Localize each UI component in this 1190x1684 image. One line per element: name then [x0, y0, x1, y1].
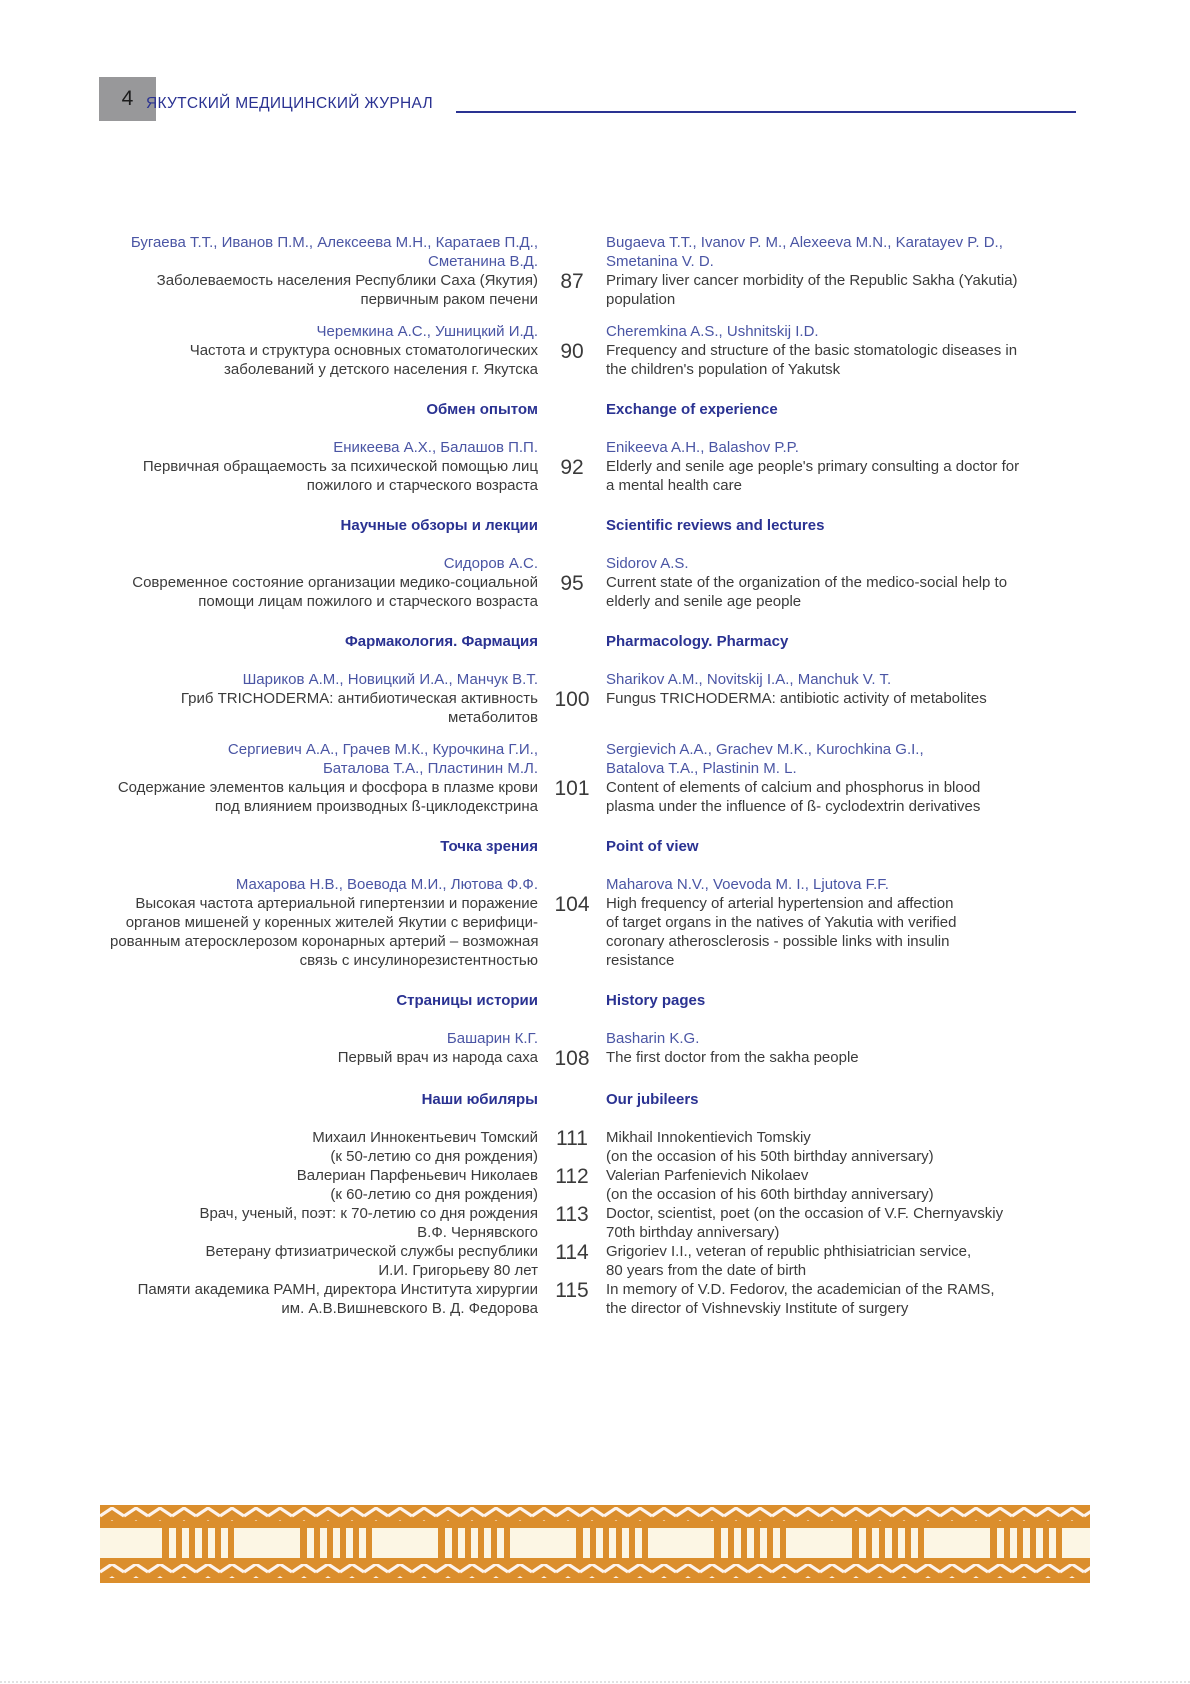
toc-en-title-line: Current state of the organization of the medico-social help to — [606, 574, 1008, 591]
toc-en-authors — [606, 670, 1038, 689]
toc-ru-author-line: Сидоров А.С. — [443, 555, 538, 572]
toc-en-author-line: Cheremkina A.S., Ushnitskij I.D. — [606, 323, 819, 340]
toc-ru-authors — [110, 438, 538, 457]
toc-ru-author-line: Башарин К.Г. — [446, 1030, 538, 1047]
toc-en-title-line: coronary atherosclerosis - possible links with insulin — [606, 933, 950, 950]
toc-ru-authors — [110, 322, 538, 341]
toc-ru-title-line: Частота и структура основных стоматологических — [189, 342, 538, 359]
toc-ru-title — [110, 894, 538, 970]
toc-ru-title — [110, 341, 538, 379]
toc-ru-authors — [110, 233, 538, 271]
toc-en-authors — [606, 554, 1038, 573]
toc-ru-title-line: заболеваний у детского населения г. Якутска — [224, 361, 538, 378]
toc-section-row — [110, 991, 1038, 1010]
section-heading-en: Point of view — [606, 838, 699, 855]
toc-en-title-line: Elderly and senile age people's primary consulting a doctor for — [606, 458, 1020, 475]
toc-page-number: 100 — [554, 688, 590, 711]
toc-ru-title-line: связь с инсулинорезистентностью — [299, 952, 538, 969]
toc-entry-row — [110, 233, 1038, 309]
toc-en-title — [606, 341, 1038, 379]
section-heading-en: History pages — [606, 992, 706, 1009]
toc-ru-title-line: под влиянием производных ß-циклодекстрина — [214, 798, 538, 815]
toc-section-row — [110, 1090, 1038, 1109]
toc-page-number: 104 — [554, 893, 590, 916]
toc-en-cell — [606, 670, 1038, 727]
toc-en-authors — [606, 740, 1038, 778]
toc-en-author-line: Smetanina V. D. — [606, 253, 714, 270]
toc-ru-cell — [110, 1242, 538, 1280]
toc-en-cell — [606, 438, 1038, 495]
toc-ru-title-line: Современное состояние организации медико-социальной — [132, 574, 538, 591]
toc-page-number: 112 — [555, 1165, 589, 1188]
toc-en-title — [606, 894, 1038, 970]
toc-ru-cell — [110, 670, 538, 727]
toc-ru-authors — [110, 740, 538, 778]
toc-section-row — [110, 516, 1038, 535]
toc-ru-title — [110, 1280, 538, 1318]
toc-entry-row — [110, 1029, 1038, 1069]
toc-en-authors — [606, 322, 1038, 341]
toc-en-title-line: a mental health care — [606, 477, 742, 494]
toc-ru-title-line: им. А.В.Вишневского В. Д. Федорова — [281, 1300, 538, 1317]
toc-en-author-line: Enikeeva A.H., Balashov P.P. — [606, 439, 799, 456]
toc-gutter — [538, 837, 606, 856]
section-heading-ru: Наши юбиляры — [421, 1091, 538, 1108]
section-heading-ru: Фармакология. Фармация — [344, 633, 538, 650]
toc-ru-author-line: Черемкина А.С., Ушницкий И.Д. — [316, 323, 538, 340]
toc-ru-title — [110, 1048, 538, 1067]
toc-ru-authors — [110, 875, 538, 894]
toc-en-cell — [606, 875, 1038, 970]
toc-ru-author-line: Сметанина В.Д. — [428, 253, 538, 270]
toc-ru-author-line: Махарова Н.В., Воевода М.И., Лютова Ф.Ф. — [235, 876, 538, 893]
toc-ru-cell — [110, 322, 538, 379]
toc-en-title — [606, 457, 1038, 495]
toc-en-cell — [606, 554, 1038, 611]
toc-en-title — [606, 573, 1038, 611]
toc-ru-title-line: Высокая частота артериальной гипертензии и поражение — [135, 895, 538, 912]
toc-section-row — [110, 837, 1038, 856]
toc-en-title-line: 70th birthday anniversary) — [606, 1224, 780, 1241]
toc-ru-author-line: Еникеева А.Х., Балашов П.П. — [333, 439, 538, 456]
toc-page-number: 114 — [555, 1241, 589, 1264]
toc-ru-cell — [110, 1204, 538, 1242]
toc-en-title-line: Grigoriev I.I., veteran of republic phthisiatrician service, — [606, 1243, 972, 1260]
toc-en-cell — [606, 1204, 1038, 1242]
toc-en-cell — [606, 1280, 1038, 1318]
section-heading-en: Pharmacology. Pharmacy — [606, 633, 789, 650]
toc-ru-title-line: Михаил Иннокентьевич Томский — [312, 1129, 538, 1146]
toc-ru-cell — [110, 1128, 538, 1166]
toc-page-number: 101 — [554, 777, 590, 800]
toc-ru-title — [110, 689, 538, 727]
toc-entry-row — [110, 740, 1038, 816]
scan-edge-artifact — [0, 1681, 1190, 1683]
toc-en-title — [606, 1242, 1038, 1280]
toc-en-title — [606, 1048, 1038, 1067]
toc-ru-author-line: Сергиевич А.А., Грачев М.К., Курочкина Г.И., — [227, 741, 538, 758]
toc-en-title-line: Valerian Parfenievich Nikolaev — [606, 1167, 809, 1184]
toc-ru-title-line: Врач, ученый, поэт: к 70-летию со дня рождения — [199, 1205, 538, 1222]
toc-ru-authors — [110, 670, 538, 689]
toc-gutter — [538, 991, 606, 1010]
toc-ru-cell — [110, 1029, 538, 1069]
ornament-svg — [100, 1505, 1090, 1583]
toc-en-title-line: Frequency and structure of the basic stomatologic diseases in — [606, 342, 1018, 359]
toc-page-number: 90 — [560, 340, 584, 363]
section-heading-ru: Обмен опытом — [426, 401, 538, 418]
section-heading-en: Exchange of experience — [606, 401, 778, 418]
toc-ru-author-line: Шариков А.М., Новицкий И.А., Манчук В.Т. — [242, 671, 538, 688]
toc-en-title — [606, 1128, 1038, 1166]
toc-gutter — [538, 632, 606, 651]
toc-ru-cell — [110, 1280, 538, 1318]
toc-en-authors — [606, 438, 1038, 457]
toc-en-title-line: plasma under the influence of ß- cyclodextrin derivatives — [606, 798, 981, 815]
toc-en-authors — [606, 875, 1038, 894]
toc-ru-title — [110, 1128, 538, 1166]
toc-ru-cell — [110, 1166, 538, 1204]
toc-page-number: 92 — [560, 456, 584, 479]
toc-ru-title-line: первичным раком печени — [360, 291, 538, 308]
toc-ru-title-line: рованным атеросклерозом коронарных артерий – возможная — [110, 933, 539, 950]
section-heading-ru: Научные обзоры и лекции — [340, 517, 538, 534]
toc-ru-cell — [110, 233, 538, 309]
header-rule — [456, 111, 1076, 113]
toc-page-number: 95 — [560, 572, 584, 595]
toc-en-cell — [606, 1242, 1038, 1280]
toc-ru-author-line: Бугаева Т.Т., Иванов П.М., Алексеева М.Н., Каратаев П.Д., — [130, 234, 538, 251]
toc-en-cell — [606, 1029, 1038, 1069]
section-heading-en: Scientific reviews and lectures — [606, 517, 825, 534]
toc-section-row — [110, 400, 1038, 419]
toc-en-authors — [606, 1029, 1038, 1048]
toc-en-title-line: elderly and senile age people — [606, 593, 802, 610]
toc-entry-row — [110, 1204, 1038, 1242]
toc-entry-row — [110, 322, 1038, 379]
toc-en-cell — [606, 740, 1038, 816]
toc-en-authors — [606, 233, 1038, 271]
toc-ru-title-line: Содержание элементов кальция и фосфора в плазме крови — [117, 779, 538, 796]
toc-entry-row — [110, 875, 1038, 970]
toc-en-author-line: Basharin K.G. — [606, 1030, 700, 1047]
toc-entry-row — [110, 1280, 1038, 1318]
toc-page-number: 113 — [555, 1203, 589, 1226]
ornament-border — [100, 1505, 1090, 1583]
toc-en-title — [606, 778, 1038, 816]
toc-gutter — [538, 1090, 606, 1109]
toc-en-author-line: Maharova N.V., Voevoda M. I., Ljutova F.F. — [606, 876, 889, 893]
toc-ru-title-line: Заболеваемость населения Республики Саха (Якутия) — [156, 272, 538, 289]
toc-ru-title — [110, 573, 538, 611]
toc-en-title-line: (on the occasion of his 50th birthday anniversary) — [606, 1148, 934, 1165]
toc-ru-title-line: метаболитов — [448, 709, 538, 726]
toc-page-number: 87 — [560, 270, 584, 293]
toc-ru-title-line: И.И. Григорьеву 80 лет — [378, 1262, 538, 1279]
toc-en-title — [606, 1280, 1038, 1318]
toc-en-title — [606, 1204, 1038, 1242]
toc-gutter — [538, 400, 606, 419]
section-heading-en: Our jubileers — [606, 1091, 699, 1108]
toc-en-title — [606, 271, 1038, 309]
toc-ru-cell — [110, 554, 538, 611]
toc-ru-title-line: Первичная обращаемость за психической помощью лиц — [142, 458, 538, 475]
toc-ru-title-line: органов мишеней у коренных жителей Якутии с верифици- — [125, 914, 538, 931]
toc-page-number: 111 — [556, 1127, 588, 1150]
toc-en-cell — [606, 1166, 1038, 1204]
toc-en-title-line: the director of Vishnevskiy Institute of surgery — [606, 1300, 909, 1317]
toc-ru-cell — [110, 875, 538, 970]
toc-ru-title — [110, 1242, 538, 1280]
toc-ru-title — [110, 778, 538, 816]
toc-en-title-line: 80 years from the date of birth — [606, 1262, 807, 1279]
toc-ru-title-line: (к 60-летию со дня рождения) — [330, 1186, 538, 1203]
toc-ru-title — [110, 1166, 538, 1204]
toc-ru-title-line: помощи лицам пожилого и старческого возраста — [198, 593, 538, 610]
toc-en-title-line: Fungus TRICHODERMA: antibiotic activity of metabolites — [606, 690, 987, 707]
toc-en-title-line: High frequency of arterial hypertension and affection — [606, 895, 954, 912]
toc-en-title-line: Mikhail Innokentievich Tomskiy — [606, 1129, 811, 1146]
toc-ru-title-line: Ветерану фтизиатрической службы республики — [205, 1243, 538, 1260]
toc-entry-row — [110, 1166, 1038, 1204]
toc-en-title-line: Content of elements of calcium and phosphorus in blood — [606, 779, 981, 796]
toc-en-title-line: The first doctor from the sakha people — [606, 1049, 859, 1066]
section-heading-ru: Точка зрения — [440, 838, 538, 855]
toc-en-cell — [606, 1128, 1038, 1166]
toc-ru-title — [110, 271, 538, 309]
toc-ru-title — [110, 457, 538, 495]
toc-entry-row — [110, 1242, 1038, 1280]
toc-ru-authors — [110, 1029, 538, 1048]
toc-page-number: 108 — [554, 1047, 590, 1070]
toc-en-cell — [606, 233, 1038, 309]
toc-en-title-line: Doctor, scientist, poet (on the occasion of V.F. Chernyavskiy — [606, 1205, 1004, 1222]
toc-en-title-line: resistance — [606, 952, 675, 969]
toc-en-author-line: Sharikov A.M., Novitskij I.A., Manchuk V. T. — [606, 671, 892, 688]
toc-en-title — [606, 689, 1038, 708]
page-number: 4 — [121, 87, 134, 110]
section-heading-ru: Страницы истории — [396, 992, 538, 1009]
toc-en-title-line: Primary liver cancer morbidity of the Republic Sakha (Yakutia) — [606, 272, 1018, 289]
toc-ru-title — [110, 1204, 538, 1242]
toc-ru-title-line: Первый врач из народа саха — [337, 1049, 538, 1066]
toc-ru-cell — [110, 740, 538, 816]
toc-section-row — [110, 632, 1038, 651]
toc-entry-row — [110, 438, 1038, 495]
toc-en-title-line: In memory of V.D. Fedorov, the academician of the RAMS, — [606, 1281, 995, 1298]
toc-en-title-line: of target organs in the natives of Yakutia with verified — [606, 914, 957, 931]
toc-ru-authors — [110, 554, 538, 573]
toc-en-author-line: Sidorov A.S. — [606, 555, 689, 572]
toc-entry-row — [110, 554, 1038, 611]
toc-ru-title-line: Памяти академика РАМН, директора Института хирургии — [137, 1281, 538, 1298]
toc-ru-title-line: (к 50-летию со дня рождения) — [330, 1148, 538, 1165]
toc-en-author-line: Sergievich A.A., Grachev M.K., Kurochkina G.I., — [606, 741, 924, 758]
toc-ru-title-line: пожилого и старческого возраста — [306, 477, 538, 494]
toc-en-title-line: population — [606, 291, 676, 308]
toc-entry-row — [110, 1128, 1038, 1166]
toc-page-number: 115 — [555, 1279, 589, 1302]
toc-en-author-line: Batalova T.A., Plastinin M. L. — [606, 760, 797, 777]
toc-ru-title-line: Гриб TRICHODERMA: антибиотическая активность — [180, 690, 538, 707]
toc-en-title-line: the children's population of Yakutsk — [606, 361, 841, 378]
toc — [110, 233, 1038, 1318]
toc-en-author-line: Bugaeva T.T., Ivanov P. M., Alexeeva M.N., Karatayev P. D., — [606, 234, 1003, 251]
toc-ru-title-line: Валериан Парфеньевич Николаев — [296, 1167, 538, 1184]
toc-en-cell — [606, 322, 1038, 379]
toc-en-title — [606, 1166, 1038, 1204]
toc-entry-row — [110, 670, 1038, 727]
toc-en-title-line: (on the occasion of his 60th birthday anniversary) — [606, 1186, 934, 1203]
toc-gutter — [538, 516, 606, 535]
journal-header-title: ЯКУТСКИЙ МЕДИЦИНСКИЙ ЖУРНАЛ — [146, 95, 434, 112]
toc-ru-title-line: В.Ф. Чернявского — [417, 1224, 538, 1241]
toc-ru-author-line: Баталова Т.А., Пластинин М.Л. — [322, 760, 538, 777]
toc-ru-cell — [110, 438, 538, 495]
